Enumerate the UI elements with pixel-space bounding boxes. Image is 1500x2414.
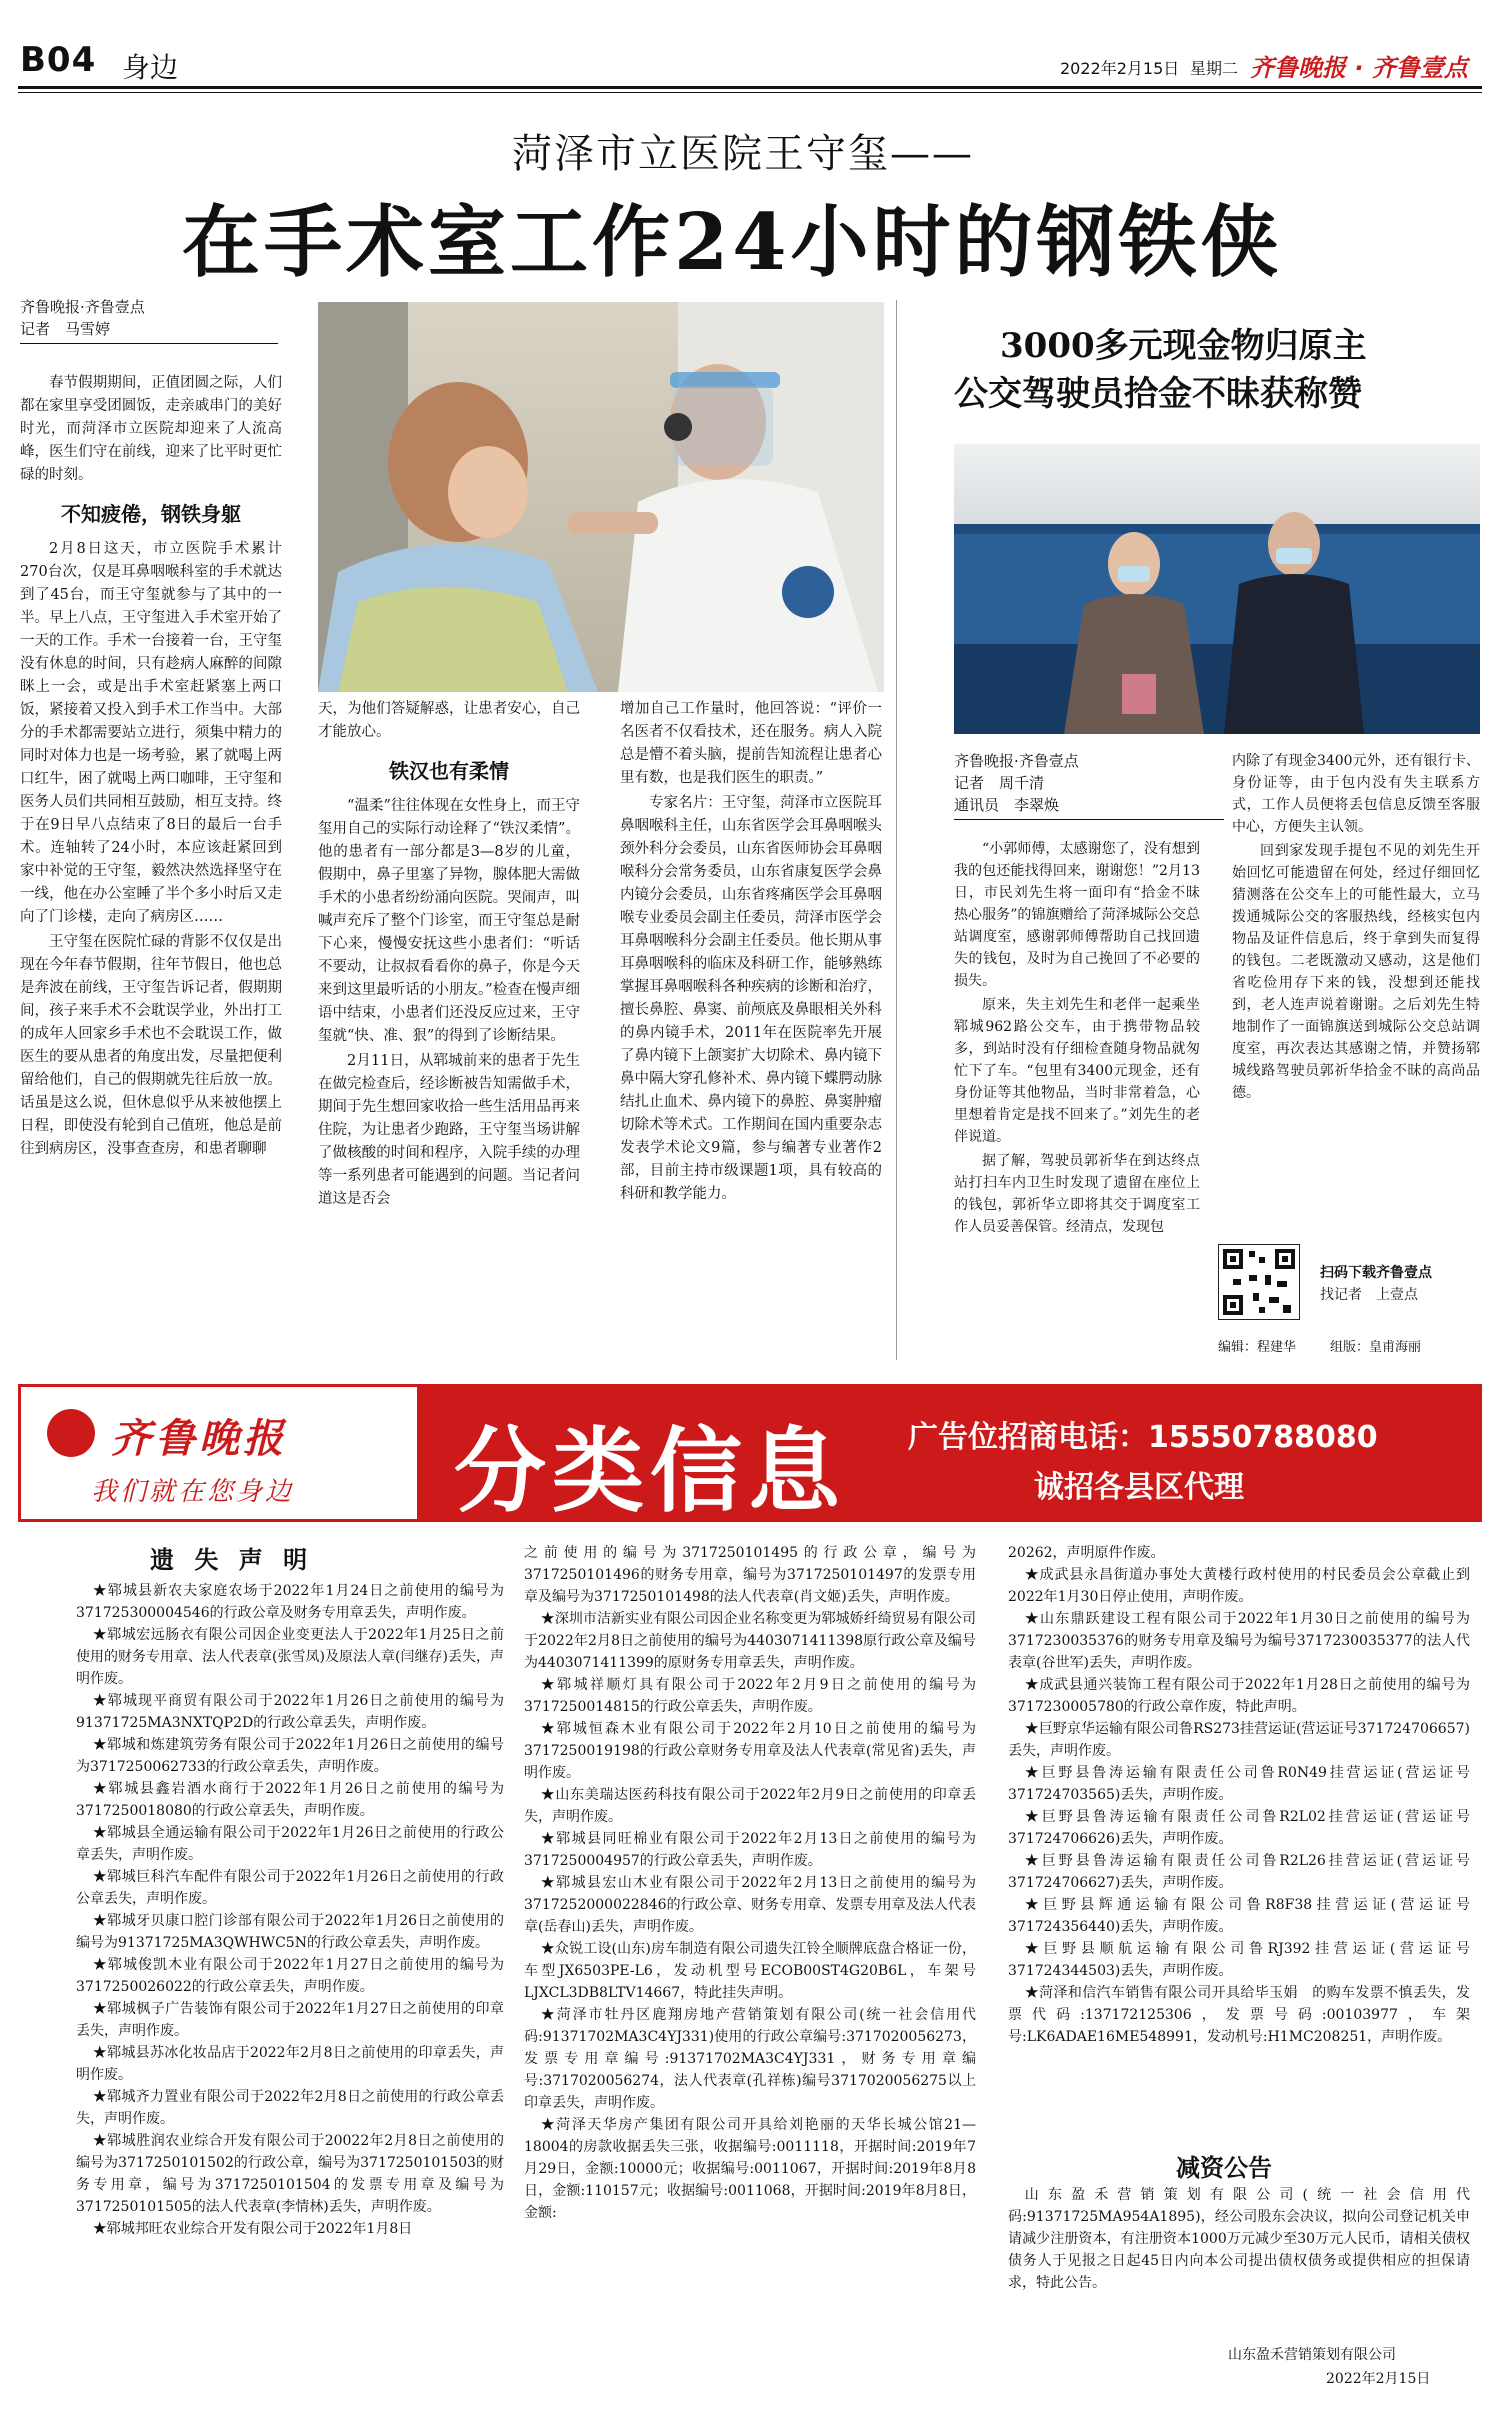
story1-para: 2月11日，从郓城前来的患者于先生在做完检查后，经诊断被告知需做手术，期间于先生想回家收拾一些生活用品再来住院，为让患者少跑路，王守玺当场讲解了做核酸的时间和程序，入院手续的办理等一系列患者可能遇到的问题。当记者问道这是否会 xyxy=(318,1053,580,1207)
story1-para: 天，为他们答疑解惑，让患者安心，自己才能放心。 xyxy=(318,701,580,740)
story1-para: 增加自己工作量时，他回答说：“评价一名医者不仅看技术，还在服务。病人入院总是懵不着头脑，提前告知流程让患者心里有数，也是我们医生的职责。” xyxy=(620,701,882,786)
notice-item: 20262，声明原件作废。 xyxy=(1008,1545,1165,1561)
notice-item: ★巨野县鲁涛运输有限责任公司鲁R2L26挂营运证(营运证号371724706627)丢失，声明作废。 xyxy=(1008,1853,1470,1891)
bus-driver-illustration xyxy=(954,444,1480,734)
notice-item: ★成武县永昌街道办事处大黄楼行政村使用的村民委员会公章截止到2022年1月30日停止使用，声明作废。 xyxy=(1008,1567,1470,1605)
header-rule xyxy=(18,86,1482,89)
capital-reduction-body xyxy=(1008,2184,1470,2334)
story2-source: 齐鲁晚报·齐鲁壹点 xyxy=(954,752,1079,770)
story2-para: “小郭师傅，太感谢您了，没有想到我的包还能找得回来，谢谢您！”2月13日，市民刘先生将一面印有“拾金不昧 热心服务”的锦旗赠给了菏泽城际公交总站调度室，感谢郭师傅帮助自己找回遗失的钱包，及时为自己挽回了不必要的损失。 xyxy=(954,841,1214,989)
notice-item: ★巨野县顺航运输有限公司鲁RJ392挂营运证(营运证号371724344503)丢失，声明作废。 xyxy=(1008,1941,1470,1979)
notice-item: ★郓城县苏冰化妆品店于2022年2月8日之前使用的印章丢失，声明作废。 xyxy=(76,2045,504,2083)
header-weekday: 星期二 xyxy=(1190,59,1239,78)
lost-notice-title: 遗 失 声 明 xyxy=(150,1545,314,1574)
classified-logo-text: 齐鲁晚报 xyxy=(111,1415,287,1462)
classified-slogan: 我们就在您身边 xyxy=(91,1477,295,1507)
notice-item: ★巨野县辉通运输有限公司鲁R8F38挂营运证(营运证号371724356440)丢失，声明作废。 xyxy=(1008,1897,1470,1935)
doctor-patient-illustration xyxy=(318,302,884,692)
notice-item: ★郓城巨科汽车配件有限公司于2022年1月26日之前使用的行政公章丢失，声明作废。 xyxy=(76,1869,504,1907)
notice-item: ★菏泽市牡丹区鹿翔房地产营销策划有限公司(统一社会信用代码:91371702MA3C4YJ331)使用的行政公章编号:3717020056273，发票专用章编号:91371702MA3C4YJ331，财务专用章编号:3717020056274，法人代表章(孔祥栋)编号3717020056275以上印章丢失，声明作废。 xyxy=(524,2007,976,2111)
story1-expert-card: 专家名片：王守玺，菏泽市立医院耳鼻咽喉科主任，山东省医学会耳鼻咽喉头颈外科分会委员，山东省医师协会耳鼻咽喉科分会常务委员，山东省康复医学会鼻内镜分会委员，山东省疼痛医学会耳鼻咽喉专业委员会副主任委员，菏泽市医学会耳鼻咽喉科分会副主任委员。他长期从事耳鼻咽喉科的临床及科研工作，能够熟练掌握耳鼻咽喉科各种疾病的诊断和治疗，擅长鼻腔、鼻窦、前颅底及鼻眼相关外科的鼻内镜手术，2011年在医院率先开展了鼻内镜下上颌窦扩大切除术、鼻内镜下鼻中隔大穿孔修补术、鼻内镜下蝶腭动脉结扎止血术、鼻内镜下的鼻腔、鼻窦肿瘤切除术等术式。工作期间在国内重要杂志发表学术论文9篇，参与编著专业著作2部，目前主持市级课题1项，具有较高的科研和教学能力。 xyxy=(620,795,882,1202)
notice-item: ★郓城邦旺农业综合开发有限公司于2022年1月8日 xyxy=(92,2221,413,2237)
page-number: B04 xyxy=(20,40,97,80)
notice-item: ★郓城胜润农业综合开发有限公司于20022年2月8日之前使用的编号为3717250101502的行政公章，编号为3717250101503的财务专用章，编号为3717250101504的发票专用章及编号为3717250101505的法人代表章(李情林)丢失，声明作废。 xyxy=(76,2133,504,2215)
classified-column-1 xyxy=(76,1580,504,2404)
brand-logo: 齐鲁晚报 · 齐鲁壹点 xyxy=(1250,54,1468,82)
header-date: 2022年2月15日 xyxy=(1060,59,1180,78)
notice-item: ★郓城和炼建筑劳务有限公司于2022年1月26日之前使用的编号为3717250062733的行政公章丢失，声明作废。 xyxy=(76,1737,504,1775)
story2-reporter: 记者 周千清 xyxy=(954,774,1045,792)
notice-item: ★菏泽和信汽车销售有限公司开具给毕玉娟 的购车发票不慎丢失，发票代码:137172125306，发票号码:00103977，车架号:LK6ADAE16ME548991，发动机号:H1MC208251，声明作废。 xyxy=(1008,1985,1470,2045)
story2-column-1 xyxy=(954,838,1214,1360)
notice-item: ★郓城牙贝康口腔门诊部有限公司于2022年1月26日之前使用的编号为91371725MA3QWHWC5N的行政公章丢失，声明作废。 xyxy=(76,1913,504,1951)
notice-item: ★山东美瑞达医药科技有限公司于2022年2月9日之前使用的印章丢失，声明作废。 xyxy=(524,1787,976,1825)
story2-para: 据了解，驾驶员郭祈华在到达终点站打扫车内卫生时发现了遗留在座位上的钱包，郭祈华立即将其交于调度室工作人员妥善保管。经清点，发现包 xyxy=(954,1153,1200,1235)
sun-logo-icon xyxy=(47,1409,95,1457)
story1-para: 2月8日这天，市立医院手术累计270台次，仅是耳鼻咽喉科室的手术就达到了45台，而王守玺就参与了其中的一半。早上八点，王守玺进入手术室开始了一天的工作。手术一台接着一台，王守玺没有休息的时间，只有趁病人麻醉的间隙眯上一会，或是出手术室赶紧塞上两口饭，紧接着又投入到手术工作当中。大部分的手术都需要站立进行，须集中精力的同时对体力也是一场考验，累了就喝上两口红牛，困了就喝上两口咖啡，王守玺和医务人员们共同相互鼓励，相互支持。终于在9日早八点结束了8日的最后一台手术。连轴转了24小时，本应该赶紧回到家中补觉的王守玺，毅然决然选择坚守在一线，他在办公室睡了半个多小时后又走向了门诊楼，走向了病房区…… xyxy=(20,541,282,925)
story1-subhead-1: 不知疲倦，钢铁身躯 xyxy=(61,502,241,526)
editor-credit: 编辑：程建华 xyxy=(1218,1340,1297,1355)
notice-item: ★巨野县鲁涛运输有限责任公司鲁R0N49挂营运证(营运证号371724703565)丢失，声明作废。 xyxy=(1008,1765,1470,1803)
notice-item: ★成武县通兴装饰工程有限公司于2022年1月28日之前使用的编号为3717230005780的行政公章作废，特此声明。 xyxy=(1008,1677,1470,1715)
story2-para: 原来，失主刘先生和老伴一起乘坐郓城962路公交车，由于携带物品较多，到站时没有仔细检查随身物品就匆忙下了车。“包里有3400元现金，还有身份证等其他物品，当时非常着急，心里想着肯定是找不回来了。”刘先生的老伴说道。 xyxy=(954,997,1200,1145)
capital-reduction-date: 2022年2月15日 xyxy=(1326,2371,1431,2387)
notice-item: ★巨野京华运输有限公司鲁RS273挂营运证(营运证号371724706657)丢失，声明作废。 xyxy=(1008,1721,1470,1759)
story1-intro: 春节假期期间，正值团圆之际，人们都在家里享受团圆饭，走亲戚串门的美好时光，而菏泽市立医院却迎来了人流高峰，医生们守在前线，迎来了比平时更忙碌的时刻。 xyxy=(20,375,282,483)
notice-item: ★山东鼎跃建设工程有限公司于2022年1月30日之前使用的编号为3717230035376的财务专用章及编号为编号3717230035377的法人代表章(谷世军)丢失，声明作废。 xyxy=(1008,1611,1470,1671)
classified-hotline: 广告位招商电话：15550788080 xyxy=(908,1420,1378,1455)
story1-column-2 xyxy=(318,698,580,1318)
qr-caption-2: 找记者 上壹点 xyxy=(1320,1287,1418,1303)
logo-panel xyxy=(18,1384,420,1522)
story1-reporter: 记者 马雪婷 xyxy=(20,318,278,344)
designer-credit: 组版：皇甫海丽 xyxy=(1330,1340,1422,1355)
notice-item: ★郓城县全通运输有限公司于2022年1月26日之前使用的行政公章丢失，声明作废。 xyxy=(76,1825,504,1863)
story2-column-2 xyxy=(1232,750,1480,1220)
story1-headline: 在手术室工作24小时的钢铁侠 xyxy=(182,197,1283,288)
notice-item: ★郓城县鑫岩酒水商行于2022年1月26日之前使用的编号为3717250018080的行政公章丢失，声明作废。 xyxy=(76,1781,504,1819)
notice-item: ★郓城县同旺棉业有限公司于2022年2月13日之前使用的编号为3717250004957的行政公章丢失，声明作废。 xyxy=(524,1831,976,1869)
notice-item: ★众锐工设(山东)房车制造有限公司遗失江铃全顺牌底盘合格证一份，车型JX6503PE-L6，发动机型号ECOB00ST4G20B6L，车架号LJXCL3DB8LTV14667，特此挂失声明。 xyxy=(524,1941,976,2001)
story1-kicker: 菏泽市立医院王守玺—— xyxy=(512,131,974,177)
classified-column-3 xyxy=(1008,1542,1470,2142)
story1-photo xyxy=(318,302,884,692)
story1-column-3 xyxy=(620,698,882,1318)
section-name: 身边 xyxy=(122,51,179,84)
header-rule-thin xyxy=(18,92,1482,93)
story2-para: 内除了有现金3400元外，还有银行卡、身份证等，由于包内没有失主联系方式，工作人员便将丢包信息反馈至客服中心，方便失主认领。 xyxy=(1232,753,1480,835)
notice-item: ★郓城宏远肠衣有限公司因企业变更法人于2022年1月25日之前使用的财务专用章、法人代表章(张雪凤)及原法人章(闫继存)丢失，声明作废。 xyxy=(76,1627,504,1687)
notice-item: ★巨野县鲁涛运输有限责任公司鲁R2L02挂营运证(营运证号371724706626)丢失，声明作废。 xyxy=(1008,1809,1470,1847)
story2-photo xyxy=(954,444,1480,734)
story-divider xyxy=(896,300,897,1360)
story1-source: 齐鲁晚报·齐鲁壹点 xyxy=(20,298,145,316)
qr-code-icon xyxy=(1219,1245,1299,1319)
classified-banner xyxy=(18,1384,1482,1525)
classified-title: 分类信息 xyxy=(454,1417,847,1525)
story2-byline xyxy=(954,750,1224,820)
notice-item: ★郓城祥顺灯具有限公司于2022年2月9日之前使用的编号为3717250014815的行政公章丢失，声明作废。 xyxy=(524,1677,976,1715)
notice-item: ★郓城现平商贸有限公司于2022年1月26日之前使用的编号为91371725MA3NXTQP2D的行政公章丢失，声明作废。 xyxy=(76,1693,504,1731)
story2-correspondent: 通讯员 李翠焕 xyxy=(954,794,1224,820)
story1-subhead-2: 铁汉也有柔情 xyxy=(389,759,509,783)
story1-byline xyxy=(20,296,278,344)
classified-column-2 xyxy=(524,1542,976,2404)
notice-item: ★郓城齐力置业有限公司于2022年2月8日之前使用的行政公章丢失，声明作废。 xyxy=(76,2089,504,2127)
notice-item: ★郓城恒森木业有限公司于2022年2月10日之前使用的编号为3717250019198的行政公章财务专用章及法人代表章(常见省)丢失，声明作废。 xyxy=(524,1721,976,1781)
classified-recruit: 诚招各县区代理 xyxy=(1034,1470,1244,1505)
notice-item: ★深圳市洁新实业有限公司因企业名称变更为郓城娇纤绮贸易有限公司于2022年2月8日之前使用的编号为4403071411398原行政公章及编号为4403071411399的原财务专用章丢失，声明作废。 xyxy=(524,1611,976,1671)
story2-headline-1: 3000多元现金物归原主 xyxy=(1000,326,1367,366)
notice-item: 之前使用的编号为3717250101495的行政公章，编号为3717250101496的财务专用章，编号为3717250101497的发票专用章及编号为3717250101498的法人代表章(肖文姬)丢失，声明作废。 xyxy=(524,1545,976,1605)
story2-para: 回到家发现手提包不见的刘先生开始回忆可能遗留在何处，经过仔细回忆猜测落在公交车上的可能性最大，立马拨通城际公交的客服热线，经核实包内物品及证件信息后，终于拿到失而复得的钱包。二老既激动又感动，这是他们省吃俭用存下来的钱，没想到还能找到，老人连声说着谢谢。之后刘先生特地制作了一面锦旗送到城际公交总站调度室，再次表达其感谢之情，并赞扬郓城线路驾驶员郭祈华拾金不昧的高尚品德。 xyxy=(1232,843,1480,1101)
notice-item: ★郓城俊凯木业有限公司于2022年1月27日之前使用的编号为3717250026022的行政公章丢失，声明作废。 xyxy=(76,1957,504,1995)
capital-reduction-title: 减资公告 xyxy=(1176,2153,1272,2182)
story1-para: “温柔”往往体现在女性身上，而王守玺用自己的实际行动诠释了“铁汉柔情”。他的患者有一部分都是3—8岁的儿童，假期中，鼻子里塞了异物，腺体肥大需做手术的小患者纷纷涌向医院。哭闹声，叫喊声充斥了整个门诊室，而王守玺总是耐下心来，慢慢安抚这些小患者们：“听话不要动，让叔叔看看你的鼻子，你是今天来到这里最听话的小朋友。”检查在慢声细语中结束，小患者们还没反应过来，王守玺就“快、准、狠”的得到了诊断结果。 xyxy=(318,798,580,1044)
notice-item: ★郓城县宏山木业有限公司于2022年2月13日之前使用的编号为3717252000022846的行政公章、财务专用章、发票专用章及法人代表章(岳春山)丢失，声明作废。 xyxy=(524,1875,976,1935)
capital-reduction-text: 山东盈禾营销策划有限公司(统一社会信用代码:91371725MA954A1895)，经公司股东会决议，拟向公司登记机关申请减少注册资本，有注册资本1000万元减少至30万元人民币，请相关债权债务人于见报之日起45日内向本公司提出债权债务或提供相应的担保请求，特此公告。 xyxy=(1008,2187,1470,2291)
story2-headline-2: 公交驾驶员拾金不昧获称赞 xyxy=(954,374,1362,414)
capital-reduction-company: 山东盈禾营销策划有限公司 xyxy=(1228,2347,1396,2363)
notice-item: ★菏泽天华房产集团有限公司开具给刘艳丽的天华长城公馆21—18004的房款收据丢失三张，收据编号:0011118，开据时间:2019年7月29日，金额:10000元；收据编号:0011067，开据时间:2019年8月8日，金额:110157元；收据编号:0011068，开据时间:2019年8月8日，金额: xyxy=(524,2117,976,2221)
qr-code-box[interactable] xyxy=(1218,1244,1300,1320)
notice-item: ★郓城枫子广告装饰有限公司于2022年1月27日之前使用的印章丢失，声明作废。 xyxy=(76,2001,504,2039)
story1-para: 王守玺在医院忙碌的背影不仅仅是出现在今年春节假期，往年节假日，他也总是奔波在前线，王守玺告诉记者，假期期间，孩子来手术不会耽误学业，外出打工的成年人回家乡手术也不会耽误工作，做医生的要从患者的角度出发，尽量把便利留给他们，自己的假期就先往后放一放。话虽是这么说，但休息似乎从来被他摆上日程，即使没有轮到自己值班，他总是前往到病房区，没事查查房，和患者聊聊 xyxy=(20,934,282,1157)
story1-column-1 xyxy=(20,372,282,1312)
qr-caption-1: 扫码下载齐鲁壹点 xyxy=(1320,1265,1432,1281)
notice-item: ★郓城县新农夫家庭农场于2022年1月24日之前使用的编号为371725300004546的行政公章及财务专用章丢失，声明作废。 xyxy=(76,1583,504,1621)
